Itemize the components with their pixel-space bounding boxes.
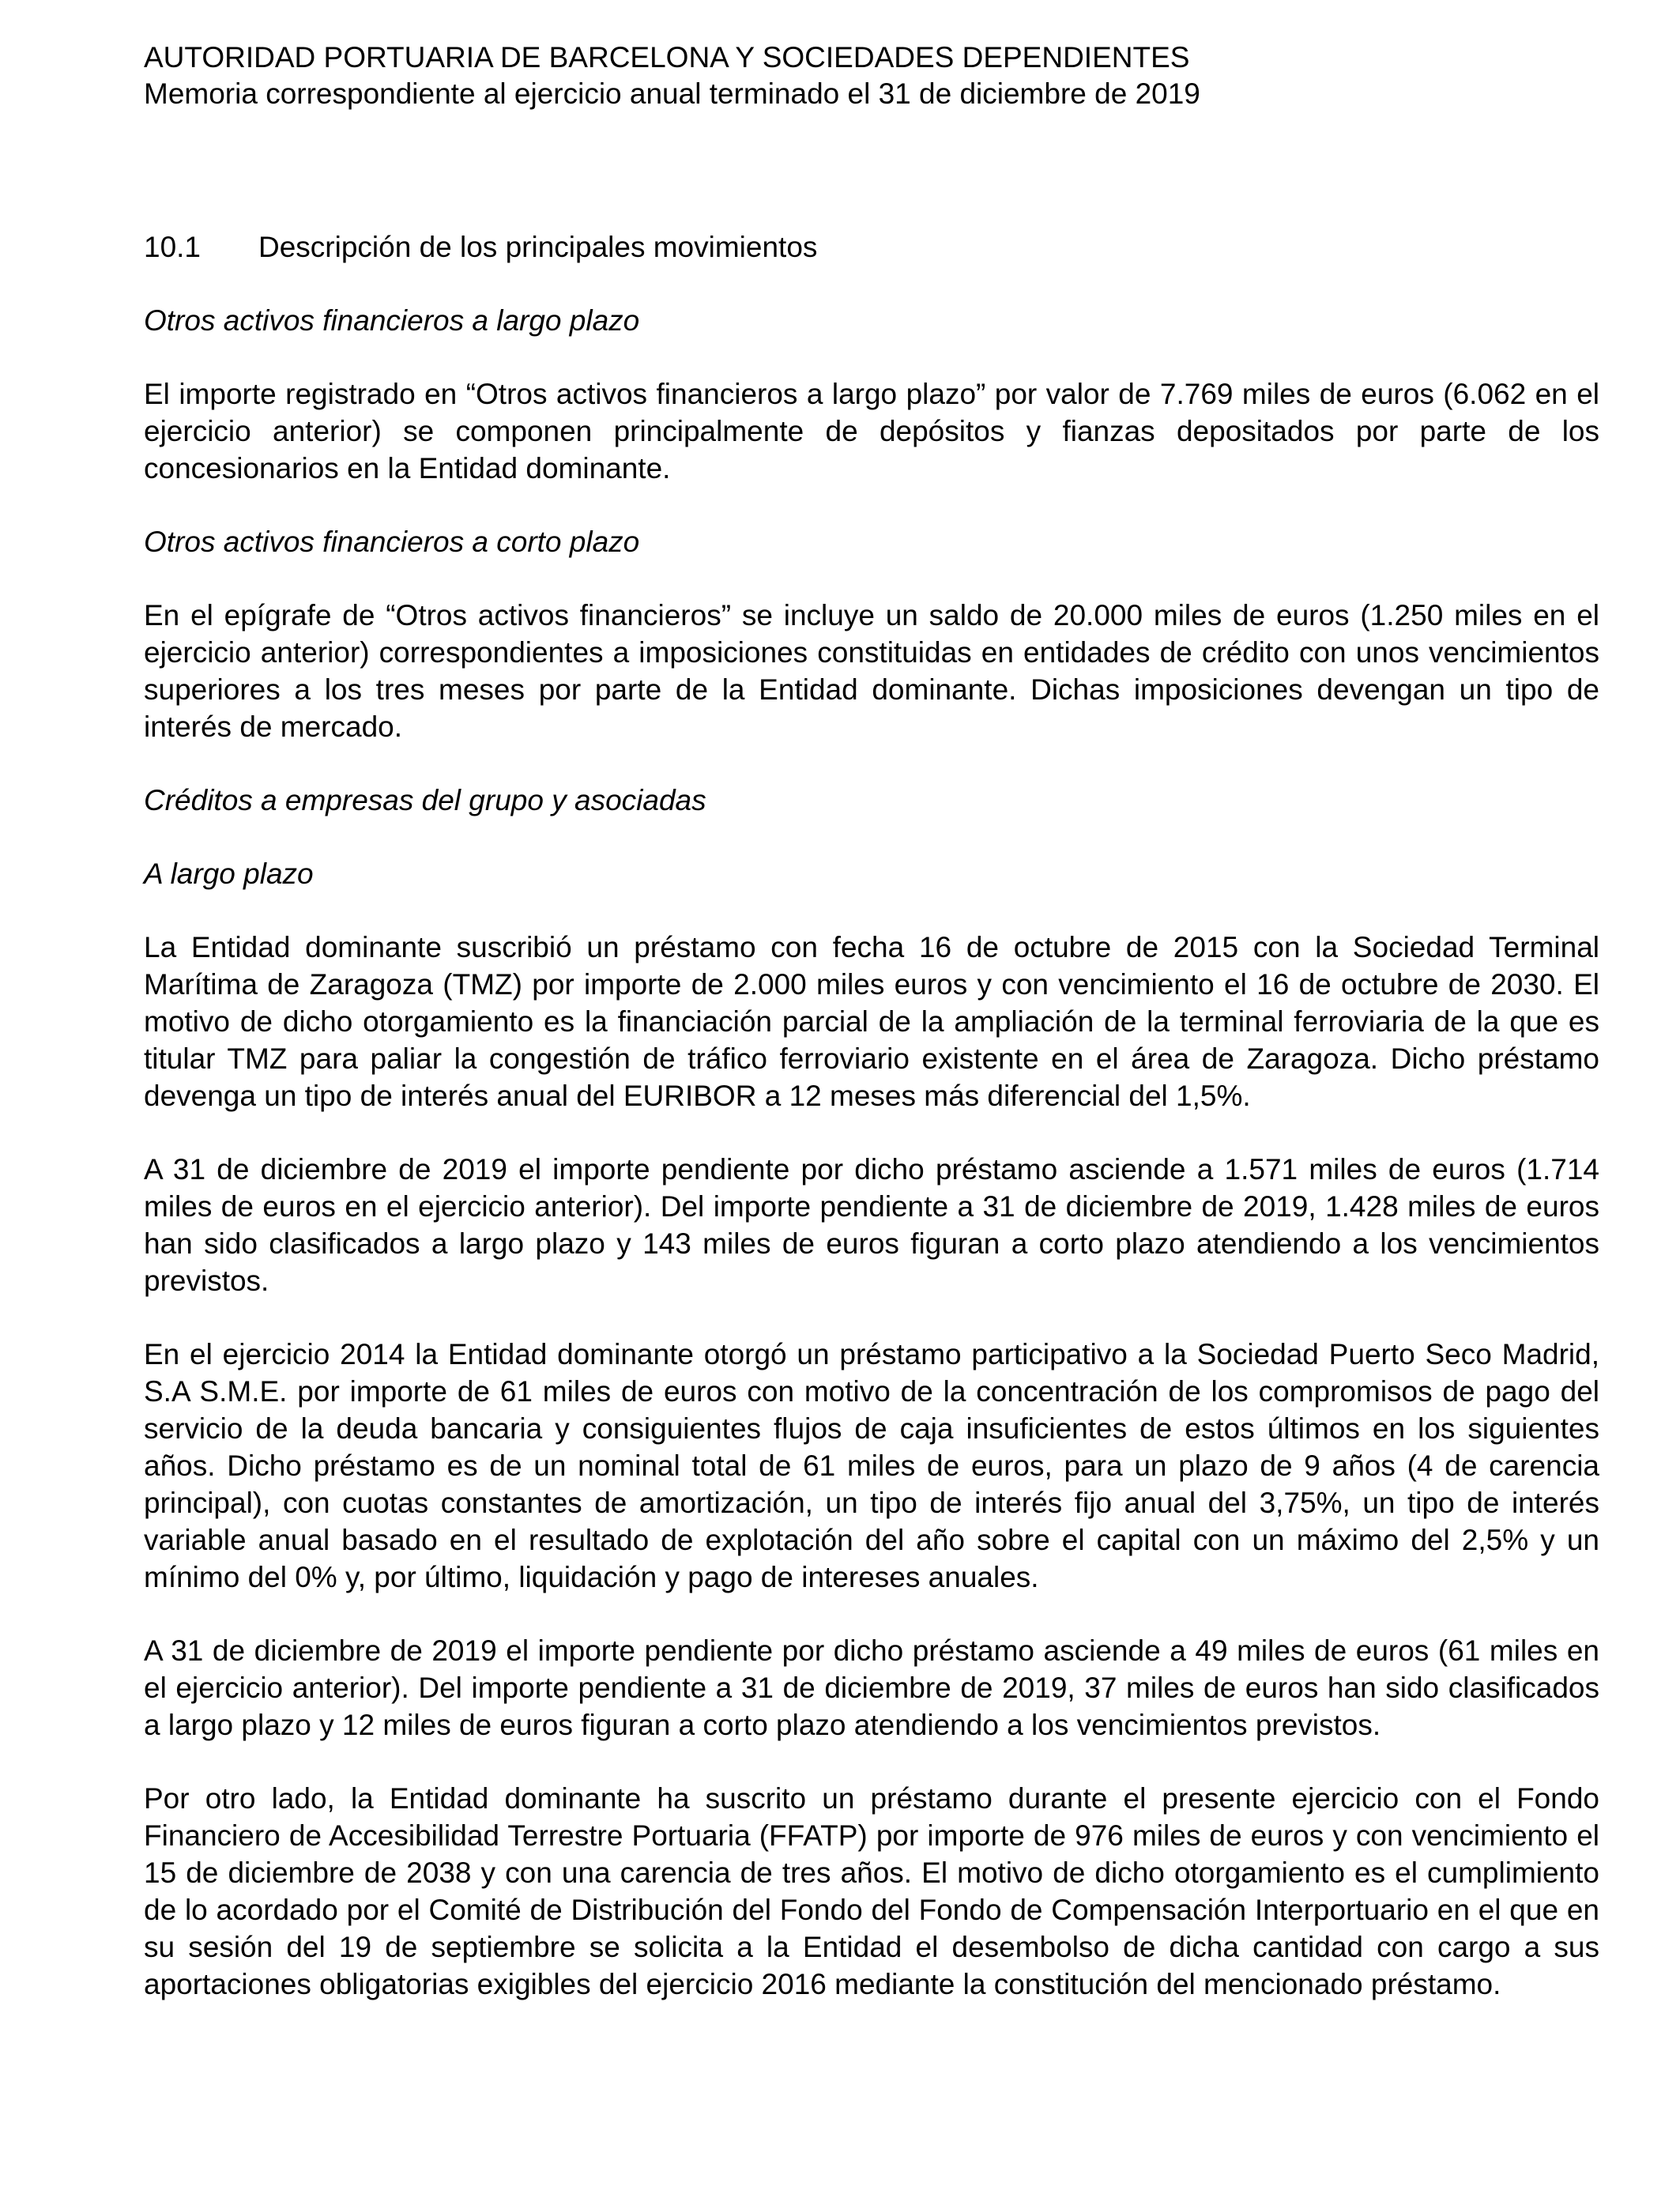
section-number: 10.1 [144, 231, 202, 263]
paragraph-otros-activos-largo: El importe registrado en “Otros activos financieros a largo plazo” por valor de 7.769 miles de euros (6.062 en el ejercicio anterior) se componen principalmente de depósitos y fianzas depositados por parte de los concesionarios en la Entidad dominante. [144, 378, 1599, 484]
paragraph-prestamo-ffatp: Por otro lado, la Entidad dominante ha suscrito un préstamo durante el presente ejercicio con el Fondo Financiero de Accesibilidad Terrestre Portuaria (FFATP) por importe de 976 miles de euros y con vencimiento el 15 de diciembre de 2038 y con una carencia de tres años. El motivo de dicho otorgamiento es el cumplimiento de lo acordado por el Comité de Distribución del Fondo del Fondo de Compensación Interportuario en el que en su sesión del 19 de septiembre se solicita a la Entidad el desembolso de dicha cantidad con cargo a sus aportaciones obligatorias exigibles del ejercicio 2016 mediante la constitución del mencionado préstamo. [144, 1782, 1599, 2000]
section-title: Descripción de los principales movimientos [258, 231, 818, 263]
paragraph-importe-puerto-seco: A 31 de diciembre de 2019 el importe pendiente por dicho préstamo asciende a 49 miles de euros (61 miles en el ejercicio anterior). Del importe pendiente a 31 de diciembre de 2019, 37 miles de euros han sido clasificados a largo plazo y 12 miles de euros figuran a corto plazo atendiendo a los vencimientos previstos. [144, 1634, 1599, 1741]
subheading-otros-activos-corto: Otros activos financieros a corto plazo [144, 526, 640, 558]
paragraph-importe-tmz: A 31 de diciembre de 2019 el importe pendiente por dicho préstamo asciende a 1.571 miles de euros (1.714 miles de euros en el ejercicio anterior). Del importe pendiente a 31 de diciembre de 2019, 1.428 miles de euros han sido clasificados a largo plazo y 143 miles de euros figuran a corto plazo atendiendo a los vencimientos previstos. [144, 1153, 1599, 1297]
subheading-otros-activos-largo: Otros activos financieros a largo plazo [144, 304, 640, 337]
paragraph-prestamo-tmz: La Entidad dominante suscribió un préstamo con fecha 16 de octubre de 2015 con la Sociedad Terminal Marítima de Zaragoza (TMZ) por importe de 2.000 miles euros y con vencimiento el 16 de octubre de 2030. El motivo de dicho otorgamiento es la financiación parcial de la ampliación de la terminal ferroviaria de la que es titular TMZ para paliar la congestión de tráfico ferroviario existente en el área de Zaragoza. Dicho préstamo devenga un tipo de interés anual del EURIBOR a 12 meses más diferencial del 1,5%. [144, 931, 1599, 1112]
subheading-largo-plazo: A largo plazo [144, 858, 314, 890]
header-title: AUTORIDAD PORTUARIA DE BARCELONA Y SOCIEDADES DEPENDIENTES [144, 41, 1190, 74]
section-heading [144, 229, 1599, 266]
paragraph-prestamo-puerto-seco: En el ejercicio 2014 la Entidad dominante otorgó un préstamo participativo a la Sociedad Puerto Seco Madrid, S.A S.M.E. por importe de 61 miles de euros con motivo de la concentración de los compromisos de pago del servicio de la deuda bancaria y consiguientes flujos de caja insuficientes de estos últimos en los siguientes años. Dicho préstamo es de un nominal total de 61 miles de euros, para un plazo de 9 años (4 de carencia principal), con cuotas constantes de amortización, un tipo de interés fijo anual del 3,75%, un tipo de interés variable anual basado en el resultado de explotación del año sobre el capital con un máximo del 2,5% y un mínimo del 0% y, por último, liquidación y pago de intereses anuales. [144, 1338, 1599, 1593]
subheading-creditos-grupo: Créditos a empresas del grupo y asociadas [144, 784, 706, 816]
document-page [144, 40, 1599, 2003]
header-subtitle: Memoria correspondiente al ejercicio anual terminado el 31 de diciembre de 2019 [144, 77, 1200, 110]
paragraph-otros-activos-corto: En el epígrafe de “Otros activos financieros” se incluye un saldo de 20.000 miles de euros (1.250 miles en el ejercicio anterior) correspondientes a imposiciones constituidas en entidades de crédito con unos vencimientos superiores a los tres meses por parte de la Entidad dominante. Dichas imposiciones devengan un tipo de interés de mercado. [144, 599, 1599, 743]
